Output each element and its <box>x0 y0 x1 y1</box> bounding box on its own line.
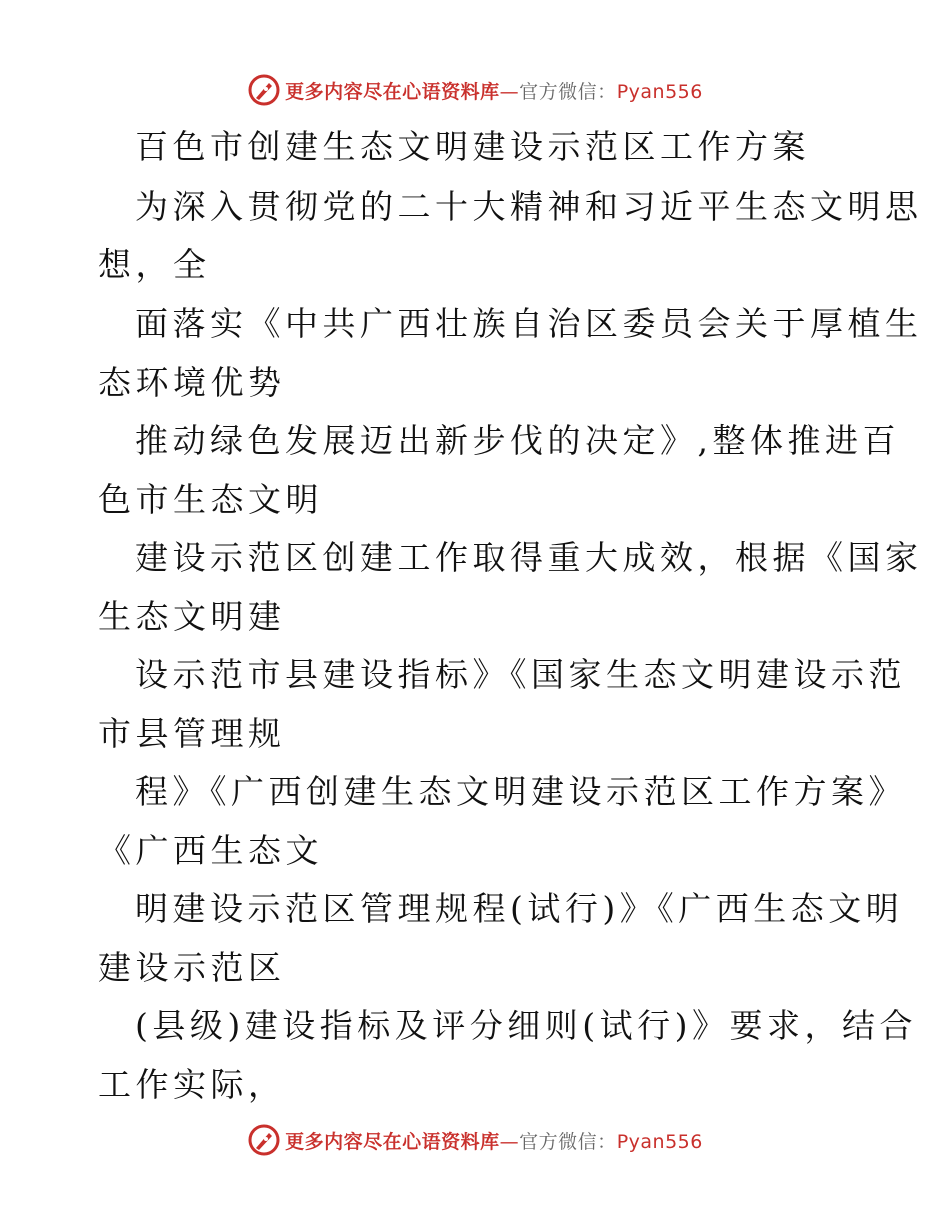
pen-nib-logo-icon <box>247 73 281 107</box>
pen-nib-logo-icon <box>247 1123 281 1157</box>
banner-dash: — <box>499 80 520 103</box>
paragraph-line: 面落实《中共广西壮族自治区委员会关于厚植生 <box>135 304 923 343</box>
paragraph-line: 态环境优势 <box>98 363 286 402</box>
paragraph-line: (县级)建设指标及评分细则(试行)》要求，结合 <box>135 1006 917 1045</box>
paragraph-line: 建设示范区创建工作取得重大成效，根据《国家 <box>135 538 923 577</box>
paragraph-line: 程》《广西创建生态文明建设示范区工作方案》 <box>135 772 906 811</box>
footer-banner <box>0 1122 950 1158</box>
header-banner <box>0 72 950 108</box>
paragraph-line: 明建设示范区管理规程(试行)》《广西生态文明 <box>135 889 904 928</box>
document-title: 百色市创建生态文明建设示范区工作方案 <box>135 127 810 166</box>
banner-wechat-label: 官方微信： <box>519 80 617 103</box>
banner-wechat-label: 官方微信： <box>519 1130 617 1153</box>
paragraph-line: 为深入贯彻党的二十大精神和习近平生态文明思 <box>135 187 923 226</box>
banner-wechat-id: Pyan556 <box>616 1130 703 1153</box>
paragraph-line: 推动绿色发展迈出新步伐的决定》,整体推进百 <box>135 421 900 460</box>
banner-text: 更多内容尽在心语资料库 <box>285 80 500 103</box>
paragraph-line: 建设示范区 <box>98 948 286 987</box>
paragraph-line: 生态文明建 <box>98 597 286 636</box>
paragraph-line: 工作实际， <box>98 1065 286 1104</box>
paragraph-line: 色市生态文明 <box>98 480 323 519</box>
paragraph-line: 《广西生态文 <box>98 831 323 870</box>
banner-text: 更多内容尽在心语资料库 <box>285 1130 500 1153</box>
paragraph-line: 市县管理规 <box>98 714 286 753</box>
paragraph-line: 想，全 <box>98 245 211 284</box>
banner-dash: — <box>499 1130 520 1153</box>
paragraph-line: 设示范市县建设指标》《国家生态文明建设示范 <box>135 655 906 694</box>
banner-wechat-id: Pyan556 <box>616 80 703 103</box>
